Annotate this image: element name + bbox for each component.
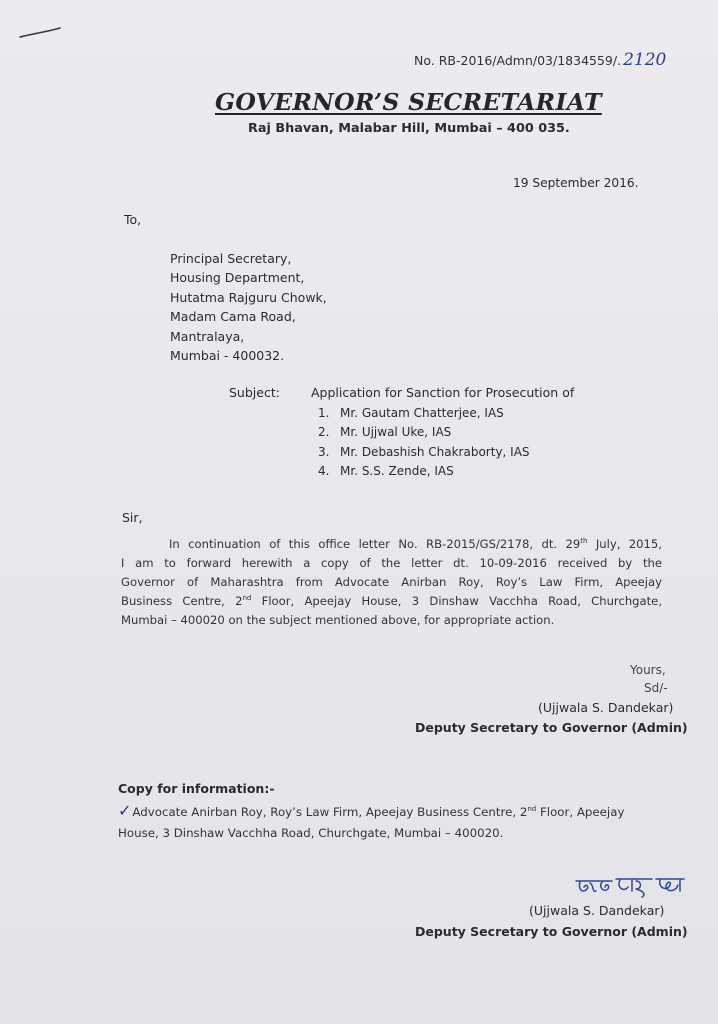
greeting: Sir, (122, 510, 143, 525)
subject-list (318, 404, 530, 481)
recipient-line: Mumbai - 400032. (170, 348, 285, 364)
reference-number: No. RB-2016/Admn/03/1834559/. 2120 (414, 50, 667, 70)
handwritten-signature (572, 873, 688, 903)
body-line: Governor of Maharashtra from Advocate Anirban Roy, Roy’s Law Firm, Apeejay (121, 575, 662, 589)
recipient-line: Hutatma Rajguru Chowk, (170, 289, 327, 305)
letterhead-title: GOVERNOR’S SECRETARIAT (215, 88, 602, 116)
body-paragraph (121, 535, 662, 630)
list-item: 3. Mr. Debashish Chakraborty, IAS (318, 444, 530, 459)
list-item: 1. Mr. Gautam Chatterjee, IAS (318, 406, 504, 420)
body-line: In continuation of this office letter No. RB-2015/GS/2178, dt. 29th July, 2015, (169, 537, 662, 551)
letterhead-address: Raj Bhavan, Malabar Hill, Mumbai – 400 035. (248, 121, 570, 136)
recipient-line: Mantralaya, (170, 328, 245, 344)
signatory2-title: Deputy Secretary to Governor (Admin) (415, 924, 688, 939)
letter-date: 19 September 2016. (513, 176, 639, 190)
signed-mark: Sd/- (644, 681, 668, 695)
signatory-name: (Ujjwala S. Dandekar) (538, 700, 674, 715)
body-line: Mumbai – 400020 on the subject mentioned above, for appropriate action. (121, 613, 555, 627)
recipient-address (170, 249, 327, 365)
body-line: Business Centre, 2nd Floor, Apeejay House, 3 Dinshaw Vacchha Road, Churchgate, (121, 594, 662, 608)
signatory-title: Deputy Secretary to Governor (Admin) (415, 720, 688, 735)
recipient-line: Housing Department, (170, 270, 305, 286)
list-item: 4. Mr. S.S. Zende, IAS (318, 463, 454, 478)
closing: Yours, (630, 663, 666, 677)
checkmark-icon: ✓ (118, 801, 132, 820)
pen-mark-icon (18, 26, 64, 40)
copy-line: ✓Advocate Anirban Roy, Roy’s Law Firm, Apeejay Business Centre, 2nd Floor, Apeejay (118, 801, 625, 820)
copy-label: Copy for information:- (118, 781, 275, 796)
body-line: I am to forward herewith a copy of the letter dt. 10-09-2016 received by the (121, 556, 662, 570)
list-item: 2. Mr. Ujjwal Uke, IAS (318, 425, 452, 440)
salutation-to: To, (124, 212, 142, 227)
subject-label: Subject: (229, 385, 280, 400)
signatory2-name: (Ujjwala S. Dandekar) (529, 903, 665, 918)
copy-line: House, 3 Dinshaw Vacchha Road, Churchgate, Mumbai – 400020. (118, 826, 504, 840)
recipient-line: Madam Cama Road, (170, 309, 296, 325)
handwritten-reference: 2120 (623, 50, 667, 70)
copy-recipient (118, 800, 663, 844)
subject-text: Application for Sanction for Prosecution of (311, 385, 575, 400)
recipient-line: Principal Secretary, (170, 251, 292, 266)
